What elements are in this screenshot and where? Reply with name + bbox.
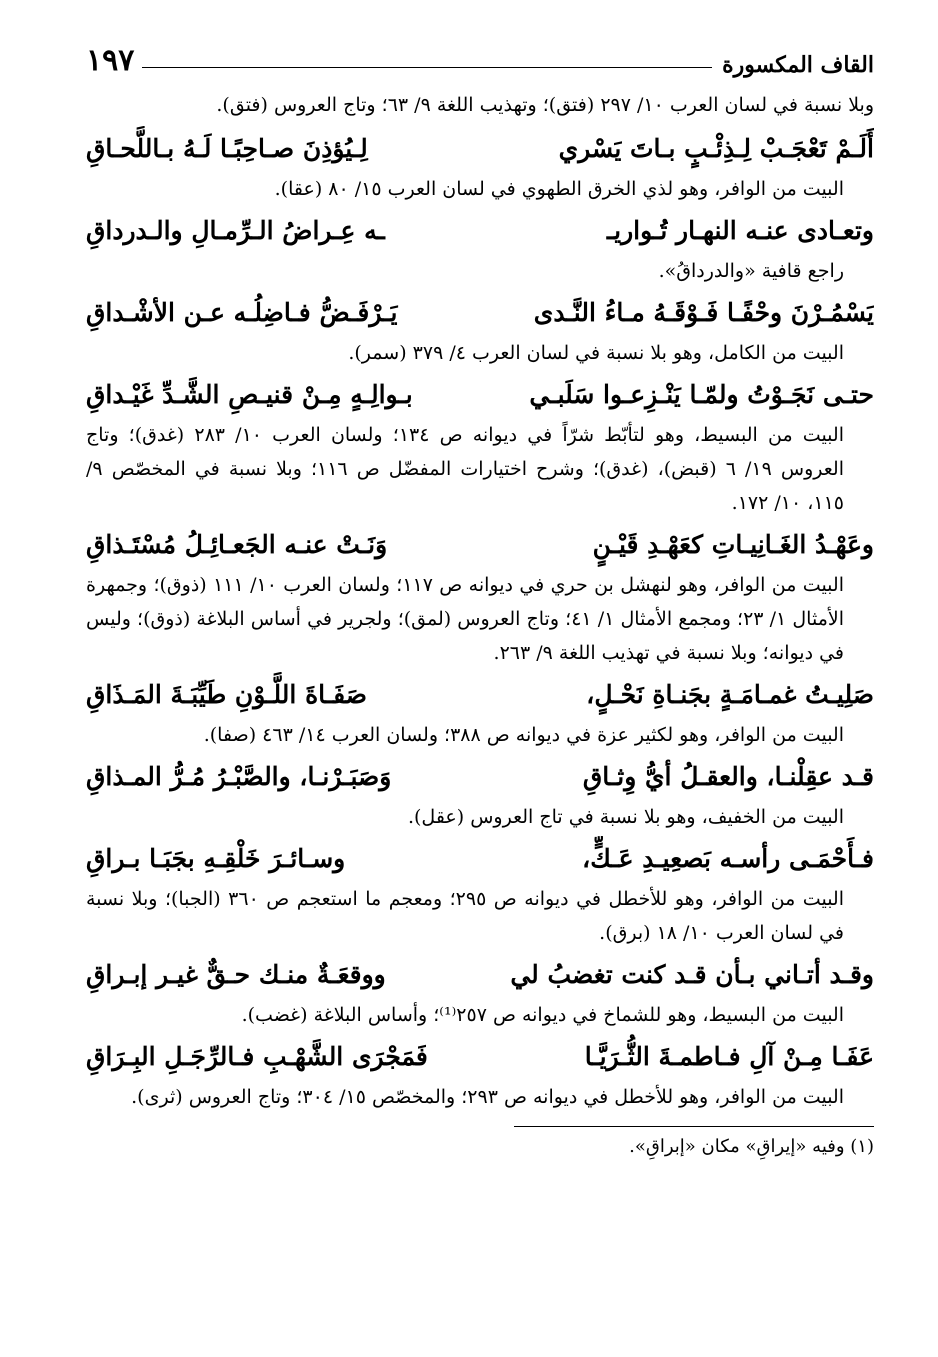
second-hemistich: صَفَـاةَ اللَّـوْنِ طَيِّبَـةَ المَـذَاقِ: [86, 680, 367, 709]
verse-entry: [86, 1034, 874, 1114]
verse-entry: [86, 836, 874, 950]
first-hemistich: قـد عقِلْنـا، والعقـلُ أيُّ وِثـاقِ: [582, 762, 874, 791]
verse-line: [86, 372, 874, 418]
verse-entry: [86, 372, 874, 520]
verse-line: [86, 522, 874, 568]
verse-entry: [86, 208, 874, 288]
verse-entries: [86, 126, 874, 1114]
second-hemistich: وَصَبَـرْنـا، والصَّبْـرُ مُـرُّ المـذاقِ: [86, 762, 392, 791]
second-hemistich: وَنَـتْ عنـه الجَعـائِـلُ مُسْتَـذاقِ: [86, 530, 388, 559]
verse-entry: [86, 126, 874, 206]
footnote: (١) وفيه «إيراقِ» مكان «إبراقِ».: [629, 1136, 874, 1157]
verse-line: [86, 836, 874, 882]
intro-note: وبلا نسبة في لسان العرب ١٠/ ٢٩٧ (فتق)؛ وتهذيب اللغة ٩/ ٦٣؛ وتاج العروس (فتق).: [216, 94, 874, 116]
second-hemistich: بـوالِـهٍ مِـنْ قنيـصِ الشَّـدِّ غَيْـداقِ: [86, 380, 413, 409]
verse-line: [86, 672, 874, 718]
verse-note: البيت من الخفيف، وهو بلا نسبة في تاج العروس (عقل).: [407, 806, 844, 828]
verse-note: البيت من البسيط، وهو لتأبّط شرّاً في ديوانه ص ١٣٤؛ ولسان العرب ١٠/ ٢٨٣ (غدق)؛ وتاج العروس ١٩/ ٦ (قبض)، (غدق)؛ وشرح اختيارات المفضّل ص ١١٦؛ وبلا نسبة في المخصّص ٩/ ١١٥، ١٠/ ١٧٢.: [86, 424, 844, 514]
book-page: [86, 36, 874, 1163]
verse-entry: [86, 672, 874, 752]
verse-line: [86, 754, 874, 800]
second-hemistich: وسـائـرَ خَلْقِـهِ بجَبَـا بـراقِ: [86, 844, 346, 873]
verse-line: [86, 1034, 874, 1080]
second-hemistich: لِـيُؤذِنَ صـاحِبًـا لَـهُ بـاللَّحـاقِ: [86, 134, 368, 163]
verse-note: البيت من الوافر، وهو لنهشل بن حري في ديوانه ص ١١٧؛ ولسان العرب ١٠/ ١١١ (ذوق)؛ وجمهرة الأمثال ١/ ٢٣؛ ومجمع الأمثال ١/ ٤١؛ وتاج العروس (لمق)؛ ولجرير في أساس البلاغة (ذوق)؛ وليس في ديوانه؛ وبلا نسبة في تهذيب اللغة ٩/ ٢٦٣.: [86, 574, 845, 664]
first-hemistich: عَفَـا مِـنْ آلِ فـاطمـةَ الثُّـرَيَّـا: [584, 1042, 874, 1071]
verse-note: البيت من الوافر، وهو للأخطل في ديوانه ص ٢٩٥؛ ومعجم ما استعجم ص ٣٦٠ (الجبا)؛ وبلا نسبة في لسان العرب ١٠/ ١٨ (برق).: [86, 888, 844, 944]
first-hemistich: أَلَـمْ تَعْجَـبْ لِـذِئْـبٍ بـاتَ يَسْري: [558, 134, 874, 163]
verse-entry: [86, 952, 874, 1032]
verse-note: البيت من الوافر، وهو للأخطل في ديوانه ص ٢٩٣؛ والمخصّص ١٥/ ٣٠٤؛ وتاج العروس (ثرى).: [131, 1086, 844, 1108]
verse-line: [86, 208, 874, 254]
verse-line: [86, 126, 874, 172]
verse-note: البيت من البسيط، وهو للشماخ في ديوانه ص ٢٥٧⁽¹⁾؛ وأساس البلاغة (غضب).: [241, 1004, 844, 1026]
verse-note: البيت من الكامل، وهو بلا نسبة في لسان العرب ٤/ ٣٧٩ (سمر).: [348, 342, 844, 364]
chapter-title: القاف المكسورة: [722, 52, 874, 78]
verse-line: [86, 290, 874, 336]
first-hemistich: وعَهْـدُ الغَـانِيـاتِ كعَهْـدِ قَيْـنٍ: [592, 530, 874, 559]
verse-entry: [86, 522, 874, 670]
running-header: [86, 36, 874, 78]
footnote-rule: [514, 1126, 874, 1127]
first-hemistich: وقـد أتـاني بـأن قـد كنت تغضبُ لي: [510, 960, 874, 989]
verse-note: البيت من الوافر، وهو لذي الخرق الطهوي في لسان العرب ١٥/ ٨٠ (عقا).: [274, 178, 844, 200]
second-hemistich: ـه عِـراضُ الـرِّمـالِ والـدرداقِ: [86, 216, 385, 245]
verse-note: البيت من الوافر، وهو لكثير عزة في ديوانه ص ٣٨٨؛ ولسان العرب ١٤/ ٤٦٣ (صفا).: [203, 724, 844, 746]
second-hemistich: يَـرْفَـضُّ فـاضِلُـه عـن الأشْـداقِ: [86, 298, 398, 327]
verse-entry: [86, 290, 874, 370]
header-rule: [142, 67, 712, 68]
verse-note: راجع قافية «والدرداقُ».: [658, 260, 844, 282]
second-hemistich: فَمَجْرَى الشَّهْـبِ فـالرِّجَـلِ البِـرَاقِ: [86, 1042, 428, 1071]
first-hemistich: حتـى نَجَـوْتُ ولمّـا يَنْـزِعـوا سَلَبـي: [529, 380, 874, 409]
second-hemistich: ووقعَـةٌ منـك حـقٌّ غيـر إبـراقِ: [86, 960, 386, 989]
first-hemistich: صَلِيـتُ غمـامَـةٍ بجَنـاةِ نَحْـلٍ،: [586, 680, 874, 709]
first-hemistich: فـأَحْمَـى رأسـه بَصعِيـدِ عَـكٍّ،: [582, 844, 874, 873]
first-hemistich: وتعـادى عنـه النهـار تُـواريـ: [606, 216, 874, 245]
first-hemistich: يَسْمُـرْنَ وحْفًـا فَـوْقَـهُ مـاءُ النَّـدى: [533, 298, 874, 327]
verse-line: [86, 952, 874, 998]
verse-entry: [86, 754, 874, 834]
page-number: ١٩٧: [86, 43, 135, 78]
